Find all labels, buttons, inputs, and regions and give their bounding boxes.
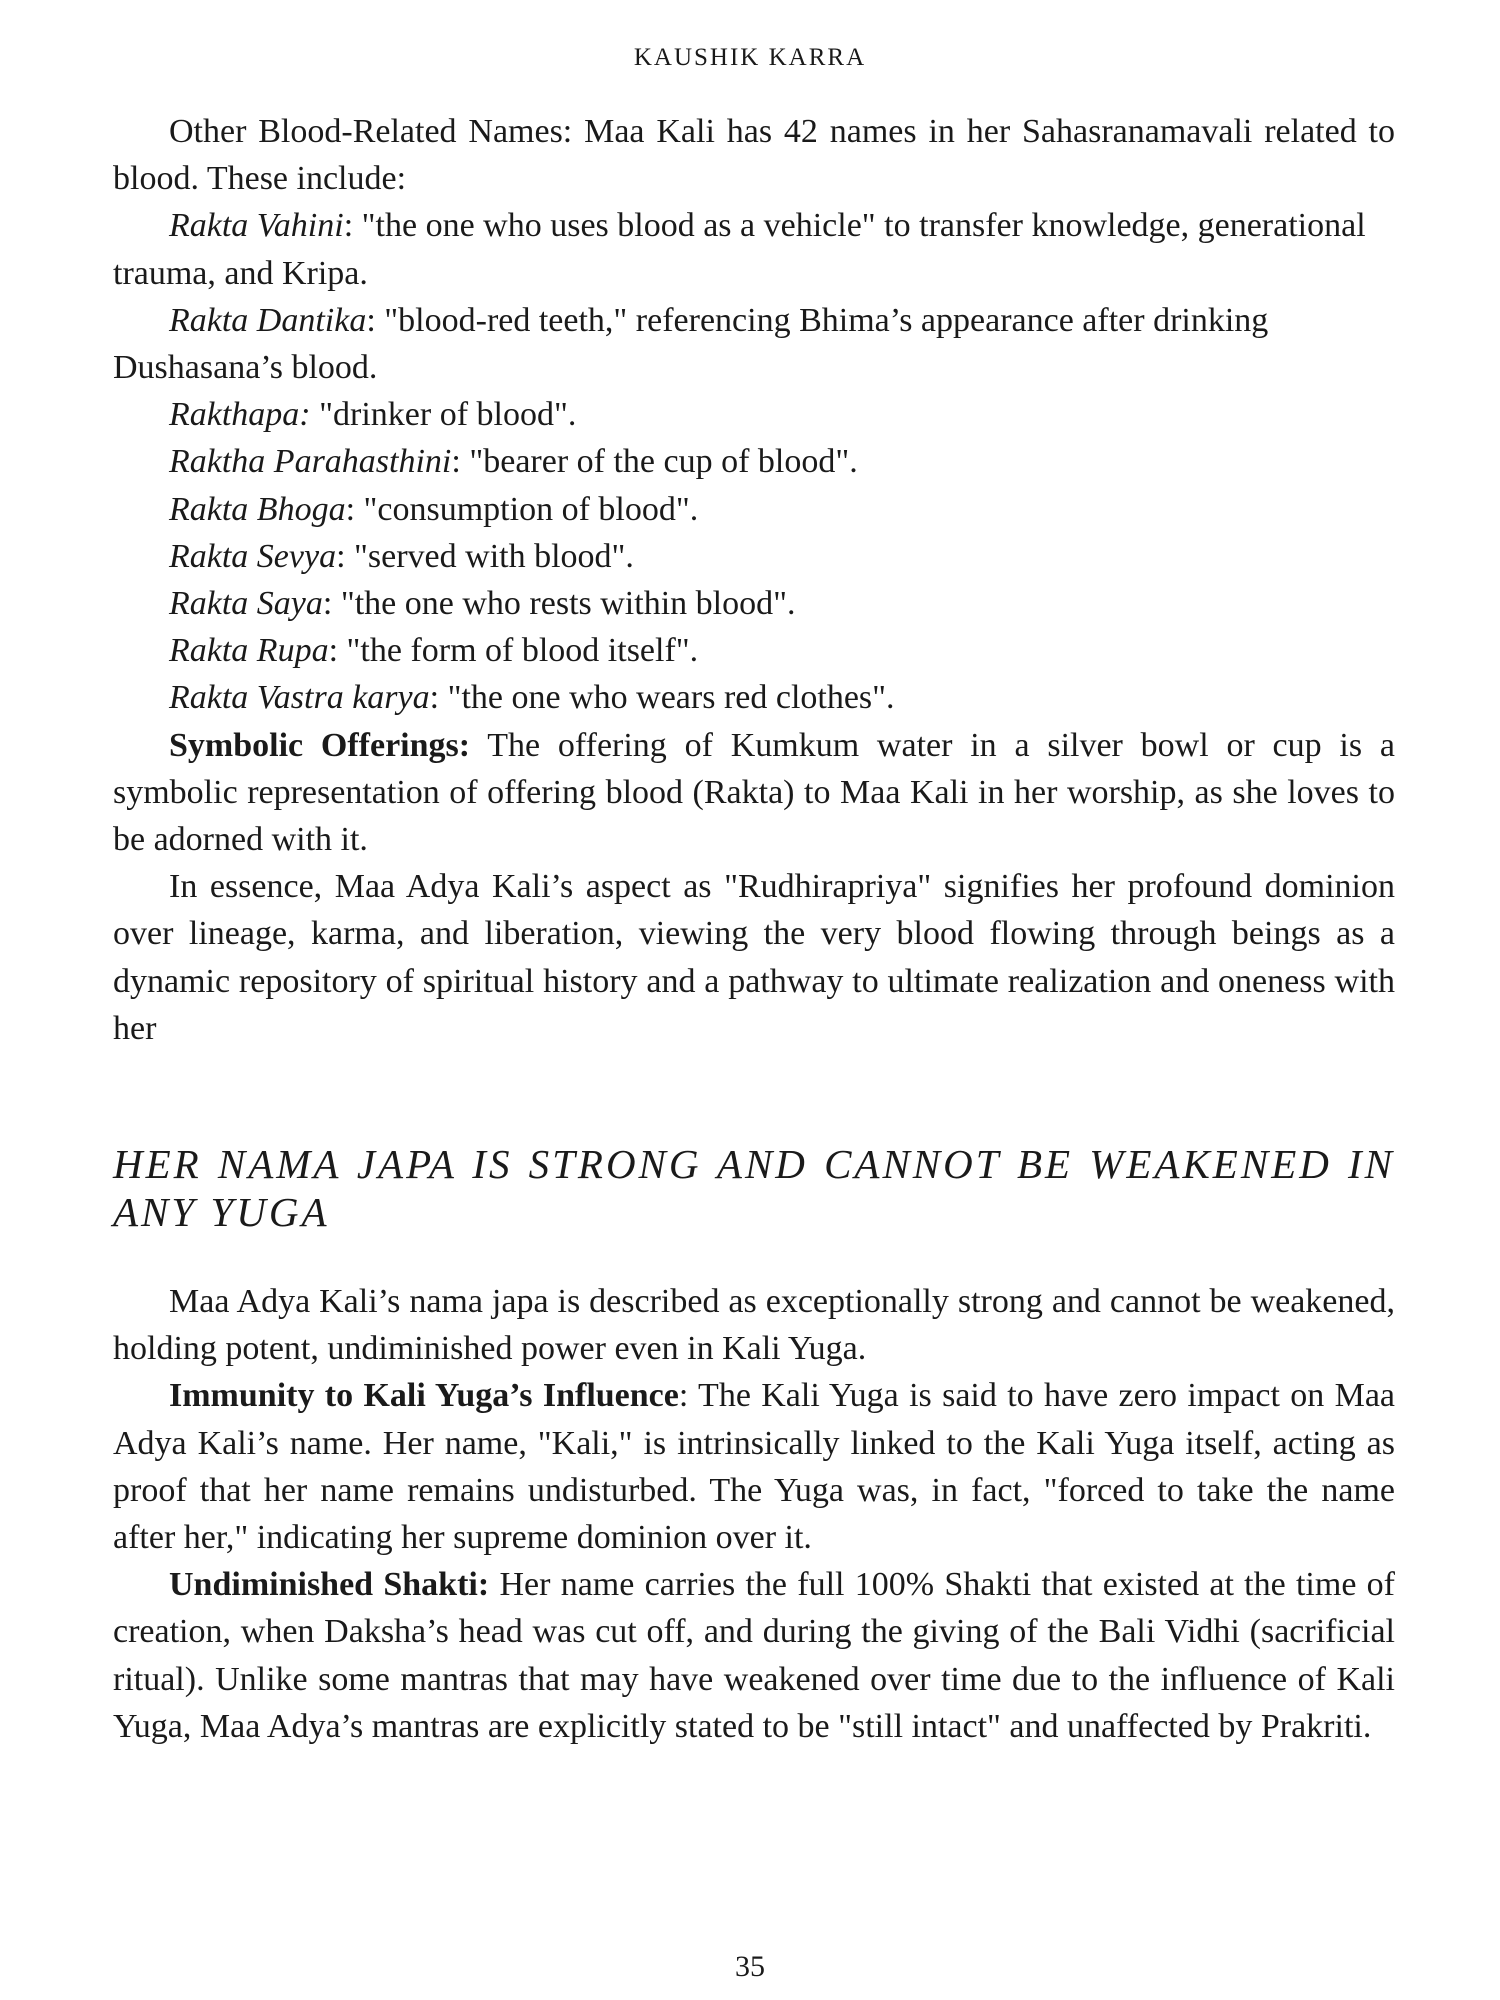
name-term: Rakta Bhoga bbox=[169, 490, 346, 528]
name-entry: Rakta Vahini: "the one who uses blood as a vehicle" to transfer knowledge, generational trauma, and Kripa. bbox=[113, 207, 1366, 292]
name-desc: "blood-red teeth," referencing Bhima’s appearance after drinking Dushasana’s blood. bbox=[113, 301, 1269, 387]
immunity-label: Immunity to Kali Yuga’s Influence bbox=[169, 1377, 679, 1415]
name-entry: Rakta Vastra karya: "the one who wears red clothes". bbox=[169, 679, 895, 717]
running-head: KAUSHIK KARRA bbox=[633, 44, 867, 71]
name-term: Rakta Sevya bbox=[169, 537, 337, 575]
essence-paragraph: In essence, Maa Adya Kali’s aspect as "Rudhirapriya" signifies her profound dominion over lineage, karma, and liberation, viewing the very blood flowing through beings as a dynamic repository of spiritual history and a pathway to ultimate realization and oneness with her bbox=[113, 868, 1395, 1047]
name-entry: Raktha Parahasthini: "bearer of the cup of blood". bbox=[169, 443, 858, 481]
name-entry bbox=[113, 391, 1395, 438]
section-heading: HER NAMA JAPA IS STRONG AND CANNOT BE WEAKENED IN ANY YUGA bbox=[113, 1141, 1395, 1235]
section-blood-names bbox=[113, 108, 1395, 1052]
name-term: Raktha Parahasthini bbox=[169, 443, 452, 481]
name-desc: "consumption of blood". bbox=[363, 490, 699, 528]
intro-paragraph: Other Blood-Related Names: Maa Kali has 42 names in her Sahasranamavali related to blood. These include: bbox=[113, 113, 1395, 198]
name-desc: "bearer of the cup of blood". bbox=[469, 443, 858, 481]
name-term: Rakta Dantika bbox=[169, 301, 367, 339]
immunity-paragraph: Immunity to Kali Yuga’s Influence: The Kali Yuga is said to have zero impact on Maa Adya Kali’s name. Her name, "Kali," is intrinsically linked to the Kali Yuga itself, acting as proof that her name remains undisturbed. The Yuga was, in fact, "forced to take the name after her," indicating her supreme dominion over it. bbox=[113, 1377, 1395, 1557]
shakti-label: Undiminished Shakti: bbox=[169, 1566, 490, 1604]
name-desc: "drinker of blood". bbox=[319, 396, 577, 434]
name-term: Rakthapa: bbox=[169, 396, 311, 434]
name-desc: "the one who rests within blood". bbox=[340, 585, 796, 623]
shakti-paragraph: Undiminished Shakti: Her name carries the full 100% Shakti that existed at the time of creation, when Daksha’s head was cut off, and during the giving of the Bali Vidhi (sacrificial ritual). Unlike some mantras that may have weakened over time due to the influence of Kali Yuga, Maa Adya’s mantras are explicitly stated to be "still intact" and unaffected by Prakriti. bbox=[113, 1566, 1395, 1745]
offerings-paragraph: Symbolic Offerings: The offering of Kumkum water in a silver bowl or cup is a symbolic representation of offering blood (Rakta) to Maa Kali in her worship, as she loves to be adorned with it. bbox=[113, 726, 1395, 859]
page-number: 35 bbox=[735, 1950, 765, 1983]
name-entry: Rakta Bhoga: "consumption of blood". bbox=[169, 490, 699, 528]
name-term: Rakta Vastra karya bbox=[169, 679, 430, 717]
name-desc: "the one who wears red clothes". bbox=[447, 679, 895, 717]
section-nama-japa bbox=[113, 1278, 1395, 1750]
offerings-label: Symbolic Offerings: bbox=[169, 726, 471, 764]
name-term: Rakta Saya bbox=[169, 585, 323, 623]
name-term: Rakta Vahini bbox=[169, 207, 344, 245]
japa-intro-paragraph: Maa Adya Kali’s nama japa is described as exceptionally strong and cannot be weakened, holding potent, undiminished power even in Kali Yuga. bbox=[113, 1283, 1395, 1368]
name-entry: Rakta Rupa: "the form of blood itself". bbox=[169, 632, 699, 670]
name-desc: "served with blood". bbox=[354, 537, 634, 575]
name-desc: "the form of blood itself". bbox=[346, 632, 699, 670]
name-entry: Rakta Dantika: "blood-red teeth," referencing Bhima’s appearance after drinking Dushasana’s blood. bbox=[113, 301, 1269, 387]
name-entry: Rakta Saya: "the one who rests within blood". bbox=[169, 585, 796, 623]
name-entry: Rakta Sevya: "served with blood". bbox=[169, 537, 634, 575]
name-term: Rakta Rupa bbox=[169, 632, 329, 670]
name-desc: "the one who uses blood as a vehicle" to transfer knowledge, generational trauma, and Kripa. bbox=[113, 207, 1366, 292]
